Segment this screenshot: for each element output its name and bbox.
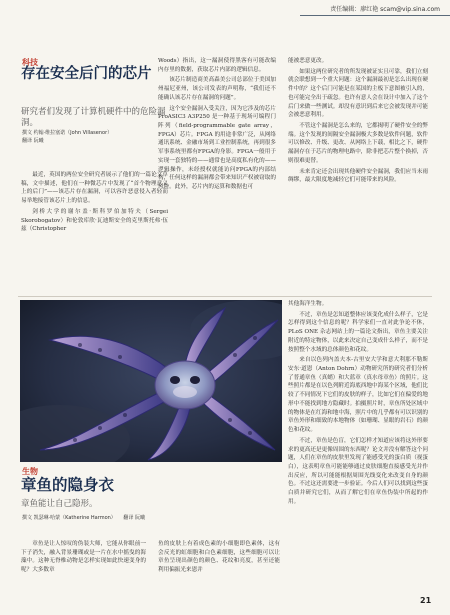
article2-translator: 翻译 阮曦 (123, 515, 145, 521)
header-editor-text: 责任编辑：廖红艳 scam@vip.sina.com (330, 6, 440, 13)
paragraph: 不过，章鱼是怎知道整体应该变化成什么样子，它是怎样得到这个信息的呢？科学家们一直对此争论不休，PLoS ONE 杂志网站上的一篇论文指出，章鱼主要关注附近的特定物体，以此来决定自己变成什么样子，而不是按照整个水域的总体颜色和花纹。 (288, 311, 428, 353)
article1-column-1 (21, 171, 168, 236)
octopus-photo (20, 300, 282, 462)
page-number: 21 (420, 596, 432, 605)
article1-category: 科技 (22, 58, 38, 67)
paragraph: 鱼的皮肤上有着成色素的小细胞即色素体，这有会反光的虹细胞和白色素细胞，这些细胞可以让章鱼呈现出颜色的颜色、花纹和亮度，甚至还能利用偏振光来恩并 (158, 541, 280, 574)
article2-byline (22, 515, 284, 523)
paragraph: 能被恶意更改。 (288, 58, 328, 64)
paragraph: Woods）指出，这一漏洞使得黑客有可能改编内存里的数据，获取芯片内部的逻辑信息。 (158, 58, 276, 73)
article2-category: 生物 (22, 467, 38, 476)
article1-byline (22, 130, 168, 145)
paragraph: 不管这个漏洞是怎么来的，它都揭明了硬件安全的弊端。这个发现的间隔安全漏洞极大多数是软件问题，软件可以修改、升级、更改、从网络上下载，相比之下，硬件漏洞存在于芯片的物理电路中，除非把芯片整个换掉，否则很难更替。 (288, 123, 428, 164)
article2-author: 撰文 凯瑟琳·哈蒙（Katherine Harmon） (22, 515, 116, 521)
header-rule (300, 15, 450, 16)
paragraph: 这个安全漏洞入受关注，因为它涉及的芯片 ProASIC3 A3P250 是一种基于现场可编程门阵列（field-programmable gate array，FPGA）芯片。FPGA 的用途非常广泛，从网络通讯系统、金融市场到工业控制系统，再到很多军事系统里都有FPGA的身影。FPGA一般用于实现一套独特的——通常也是高度私有化的——逻辑操作，未经授权就能访问FPGA的内部结构，任何这样的漏洞都会带来知识产权被窃取的风险。此外，芯片内的运算和数据也可 (158, 105, 276, 191)
paragraph: 其他海洋生物。 (288, 301, 328, 307)
paragraph: 如果这两位研究者的所发现被证实且可靠，我们立刻就会联想到一个重大问题：这个漏洞最初是怎么出现在硬件中的？这个后门可能是在某国的主板下意图被引入的，也可能完全出于疏忽。也许有意人会在设计中加入了这个后门来做一些测试。却没有意识到后来它会被发现并可能会被恶意利用。 (288, 68, 428, 119)
article1-column-2 (158, 57, 276, 194)
paragraph: 剑桥大学的谢尔盖·斯科罗伯加特夫（Sergei Skorobogatov）和伦敦库欣·瓦迪斯安全的克里斯托弗·伍兹（Christopher (21, 208, 168, 233)
article-divider (18, 296, 432, 297)
article2-column-1 (21, 540, 146, 577)
octopus-illustration (20, 300, 282, 462)
article1-subtitle: 研究者们发现了计算机硬件中的危险漏洞。 (21, 107, 166, 128)
paragraph: 最近，英国的两位安全研究者展示了他们的一篇论文草稿，文中描述，他们在一种微芯片中发现了“首个物理意义上的后门”——该芯片存在漏洞，可以容许恶意侵入者轻而易举地接管该芯片上的信息。 (21, 172, 168, 205)
article1-column-3 (288, 57, 428, 187)
paragraph: 不过，章鱼是色盲，它们怎样才知道应该将这外形要求的更高还是更像周围的东西呢？论文并没有解答这个问题，人们在章鱼的皮肤里发现了能感受光的蛋白质（视蛋白），这表明章鱼可能能够通过皮肤细胞直接感受光并作出反应，所以可能能根据周围光线变化来改变自身的颜色。不过这还需要进一步验证。今后人们可以找到这些蛋白质并研究它们，从而了解它们在章鱼伪装中所起的作用。 (288, 437, 428, 505)
article1-author: 撰文 约翰·维拉塞诺（John Villasenor） (22, 130, 113, 136)
article2-column-3 (288, 300, 428, 509)
page-header (0, 4, 450, 18)
paragraph: 章鱼是让人惊叹的伪装大师，它能从你眼前一下子消失，融入背景珊瑚或是一片在水中摇曳的海藻中。这种无脊椎动物是怎样实现如此快速变身的呢？大多数章 (21, 541, 146, 574)
paragraph: 未来肯定还会出现其他硬件安全漏洞，我们应当未雨绸缪，最大限度地减轻它们可能带来的风险。 (288, 168, 428, 184)
article2-subtitle: 章鱼能让自己隐形。 (21, 499, 98, 509)
article2-column-2 (158, 540, 280, 577)
article1-title: 存在安全后门的芯片 (21, 66, 152, 82)
article1-translator: 翻译 阮曦 (22, 137, 44, 144)
paragraph: 来自以色列内盖夫本-古里安大学和意大利那不勒斯安东·道恩（Anton Dohrn）动物研究所的研究者们分析了普通章鱼（真蛸）和大蓝章（真水母章鱼）的照片。这些照片都是在以色列附近海底西地中海某个区域，他们比较了不同情况下它们的皮肤的样子，比如它们在偏爱的地形中不能找到地方隐藏时。拍摄照片时，章鱼所处区域中的物体是在红海和地中海，照片中的几乎都有可以识别的章鱼外形和细致的本地物体（如珊瑚、显眼的岩石）的颜色和花纹。 (288, 357, 428, 434)
article2-title: 章鱼的隐身衣 (21, 476, 115, 494)
paragraph: 该芯片制造商美高森美公司总部位于美国加州福尼亚州，该公司发表的声明称，“我们还不能确认该芯片存在漏洞的问题”。 (158, 77, 276, 101)
